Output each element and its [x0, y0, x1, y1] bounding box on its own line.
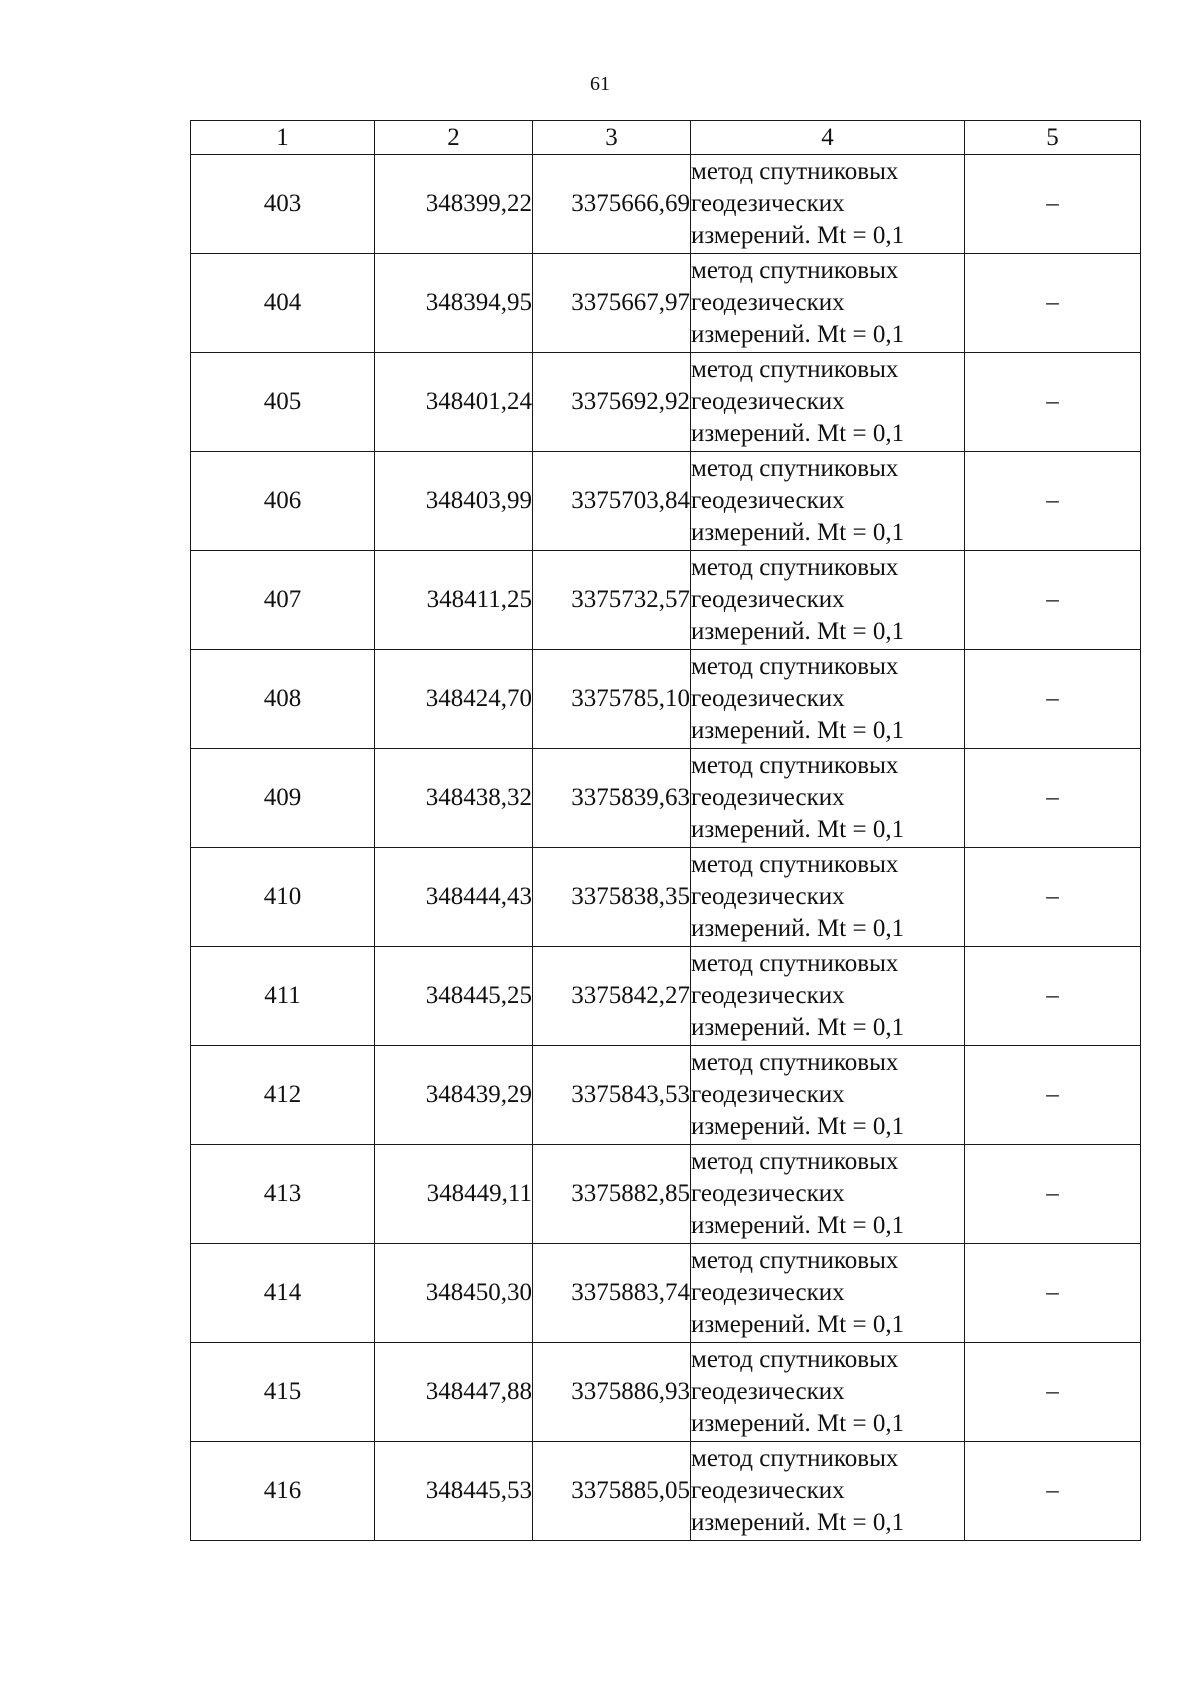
method-cell: [691, 551, 965, 650]
method-text-line: геодезических: [691, 1378, 845, 1405]
method-text-line: геодезических: [691, 883, 845, 910]
method-text-line: метод спутниковых: [691, 1346, 899, 1373]
y-coordinate-cell: 3375692,92: [533, 353, 691, 452]
method-text-line: метод спутниковых: [691, 851, 899, 878]
method-text-line: измерений. Mt = 0,1: [691, 1014, 905, 1041]
note-cell: –: [965, 1244, 1141, 1343]
header-col-2: 2: [375, 121, 533, 155]
method-text-line: метод спутниковых: [691, 1049, 899, 1076]
table-row: [191, 353, 1141, 452]
header-col-5: 5: [965, 121, 1141, 155]
method-text-line: измерений. Mt = 0,1: [691, 618, 905, 645]
point-number-cell: 406: [191, 452, 375, 551]
method-text-line: измерений. Mt = 0,1: [691, 222, 905, 249]
point-number-cell: 409: [191, 749, 375, 848]
method-text-line: метод спутниковых: [691, 455, 899, 482]
x-coordinate-cell: 348445,53: [375, 1442, 533, 1541]
method-text-line: измерений. Mt = 0,1: [691, 1509, 905, 1536]
table-row: [191, 1442, 1141, 1541]
method-text-line: измерений. Mt = 0,1: [691, 816, 905, 843]
method-cell: [691, 1145, 965, 1244]
point-number-cell: 411: [191, 947, 375, 1046]
method-text-line: измерений. Mt = 0,1: [691, 1113, 905, 1140]
note-cell: –: [965, 254, 1141, 353]
y-coordinate-cell: 3375703,84: [533, 452, 691, 551]
point-number-cell: 412: [191, 1046, 375, 1145]
method-cell: [691, 1046, 965, 1145]
method-text-line: геодезических: [691, 1180, 845, 1207]
table-row: [191, 1244, 1141, 1343]
method-text-line: геодезических: [691, 487, 845, 514]
method-cell: [691, 452, 965, 551]
table-row: [191, 551, 1141, 650]
header-col-1: 1: [191, 121, 375, 155]
table-row: [191, 947, 1141, 1046]
method-cell: [691, 1244, 965, 1343]
note-cell: –: [965, 1046, 1141, 1145]
header-col-4: 4: [691, 121, 965, 155]
y-coordinate-cell: 3375839,63: [533, 749, 691, 848]
x-coordinate-cell: 348445,25: [375, 947, 533, 1046]
method-text-line: геодезических: [691, 982, 845, 1009]
method-text-line: геодезических: [691, 685, 845, 712]
method-text-line: метод спутниковых: [691, 752, 899, 779]
table-row: [191, 452, 1141, 551]
method-text-line: измерений. Mt = 0,1: [691, 420, 905, 447]
method-cell: [691, 650, 965, 749]
y-coordinate-cell: 3375885,05: [533, 1442, 691, 1541]
note-cell: –: [965, 848, 1141, 947]
y-coordinate-cell: 3375838,35: [533, 848, 691, 947]
x-coordinate-cell: 348450,30: [375, 1244, 533, 1343]
method-text-line: метод спутниковых: [691, 1445, 899, 1472]
method-text-line: метод спутниковых: [691, 158, 899, 185]
x-coordinate-cell: 348411,25: [375, 551, 533, 650]
note-cell: –: [965, 452, 1141, 551]
point-number-cell: 415: [191, 1343, 375, 1442]
note-cell: –: [965, 947, 1141, 1046]
page-number: 61: [590, 73, 610, 95]
y-coordinate-cell: 3375785,10: [533, 650, 691, 749]
note-cell: –: [965, 1343, 1141, 1442]
point-number-cell: 410: [191, 848, 375, 947]
method-cell: [691, 1442, 965, 1541]
table-row: [191, 848, 1141, 947]
note-cell: –: [965, 353, 1141, 452]
method-cell: [691, 353, 965, 452]
y-coordinate-cell: 3375842,27: [533, 947, 691, 1046]
note-cell: –: [965, 749, 1141, 848]
x-coordinate-cell: 348449,11: [375, 1145, 533, 1244]
table-row: [191, 155, 1141, 254]
point-number-cell: 416: [191, 1442, 375, 1541]
note-cell: –: [965, 551, 1141, 650]
method-cell: [691, 947, 965, 1046]
method-text-line: геодезических: [691, 784, 845, 811]
y-coordinate-cell: 3375886,93: [533, 1343, 691, 1442]
table-row: [191, 650, 1141, 749]
method-text-line: геодезических: [691, 1081, 845, 1108]
method-text-line: измерений. Mt = 0,1: [691, 1311, 905, 1338]
point-number-cell: 407: [191, 551, 375, 650]
method-text-line: геодезических: [691, 586, 845, 613]
method-text-line: измерений. Mt = 0,1: [691, 321, 905, 348]
method-text-line: метод спутниковых: [691, 1247, 899, 1274]
method-cell: [691, 1343, 965, 1442]
method-text-line: измерений. Mt = 0,1: [691, 519, 905, 546]
method-text-line: геодезических: [691, 1279, 845, 1306]
method-text-line: метод спутниковых: [691, 950, 899, 977]
y-coordinate-cell: 3375667,97: [533, 254, 691, 353]
x-coordinate-cell: 348447,88: [375, 1343, 533, 1442]
y-coordinate-cell: 3375843,53: [533, 1046, 691, 1145]
method-text-line: геодезических: [691, 190, 845, 217]
x-coordinate-cell: 348394,95: [375, 254, 533, 353]
table-row: [191, 1145, 1141, 1244]
header-col-3: 3: [533, 121, 691, 155]
point-number-cell: 408: [191, 650, 375, 749]
method-text-line: метод спутниковых: [691, 1148, 899, 1175]
x-coordinate-cell: 348399,22: [375, 155, 533, 254]
table-row: [191, 1343, 1141, 1442]
method-text-line: геодезических: [691, 289, 845, 316]
point-number-cell: 404: [191, 254, 375, 353]
point-number-cell: 413: [191, 1145, 375, 1244]
table-row: [191, 749, 1141, 848]
method-text-line: измерений. Mt = 0,1: [691, 1212, 905, 1239]
x-coordinate-cell: 348403,99: [375, 452, 533, 551]
method-text-line: метод спутниковых: [691, 653, 899, 680]
table-body: [191, 155, 1141, 1541]
method-text-line: измерений. Mt = 0,1: [691, 1410, 905, 1437]
method-text-line: геодезических: [691, 1477, 845, 1504]
x-coordinate-cell: 348401,24: [375, 353, 533, 452]
x-coordinate-cell: 348424,70: [375, 650, 533, 749]
method-text-line: метод спутниковых: [691, 356, 899, 383]
note-cell: –: [965, 650, 1141, 749]
point-number-cell: 405: [191, 353, 375, 452]
method-text-line: измерений. Mt = 0,1: [691, 717, 905, 744]
method-text-line: метод спутниковых: [691, 257, 899, 284]
y-coordinate-cell: 3375666,69: [533, 155, 691, 254]
note-cell: –: [965, 1442, 1141, 1541]
method-cell: [691, 749, 965, 848]
y-coordinate-cell: 3375732,57: [533, 551, 691, 650]
y-coordinate-cell: 3375882,85: [533, 1145, 691, 1244]
table-row: [191, 254, 1141, 353]
method-cell: [691, 848, 965, 947]
method-cell: [691, 254, 965, 353]
coordinates-table: [190, 120, 1141, 1541]
method-text-line: измерений. Mt = 0,1: [691, 915, 905, 942]
method-text-line: метод спутниковых: [691, 554, 899, 581]
x-coordinate-cell: 348439,29: [375, 1046, 533, 1145]
point-number-cell: 414: [191, 1244, 375, 1343]
note-cell: –: [965, 1145, 1141, 1244]
x-coordinate-cell: 348444,43: [375, 848, 533, 947]
table-row: [191, 1046, 1141, 1145]
method-cell: [691, 155, 965, 254]
point-number-cell: 403: [191, 155, 375, 254]
table-header-row: [191, 121, 1141, 155]
method-text-line: геодезических: [691, 388, 845, 415]
note-cell: –: [965, 155, 1141, 254]
x-coordinate-cell: 348438,32: [375, 749, 533, 848]
y-coordinate-cell: 3375883,74: [533, 1244, 691, 1343]
